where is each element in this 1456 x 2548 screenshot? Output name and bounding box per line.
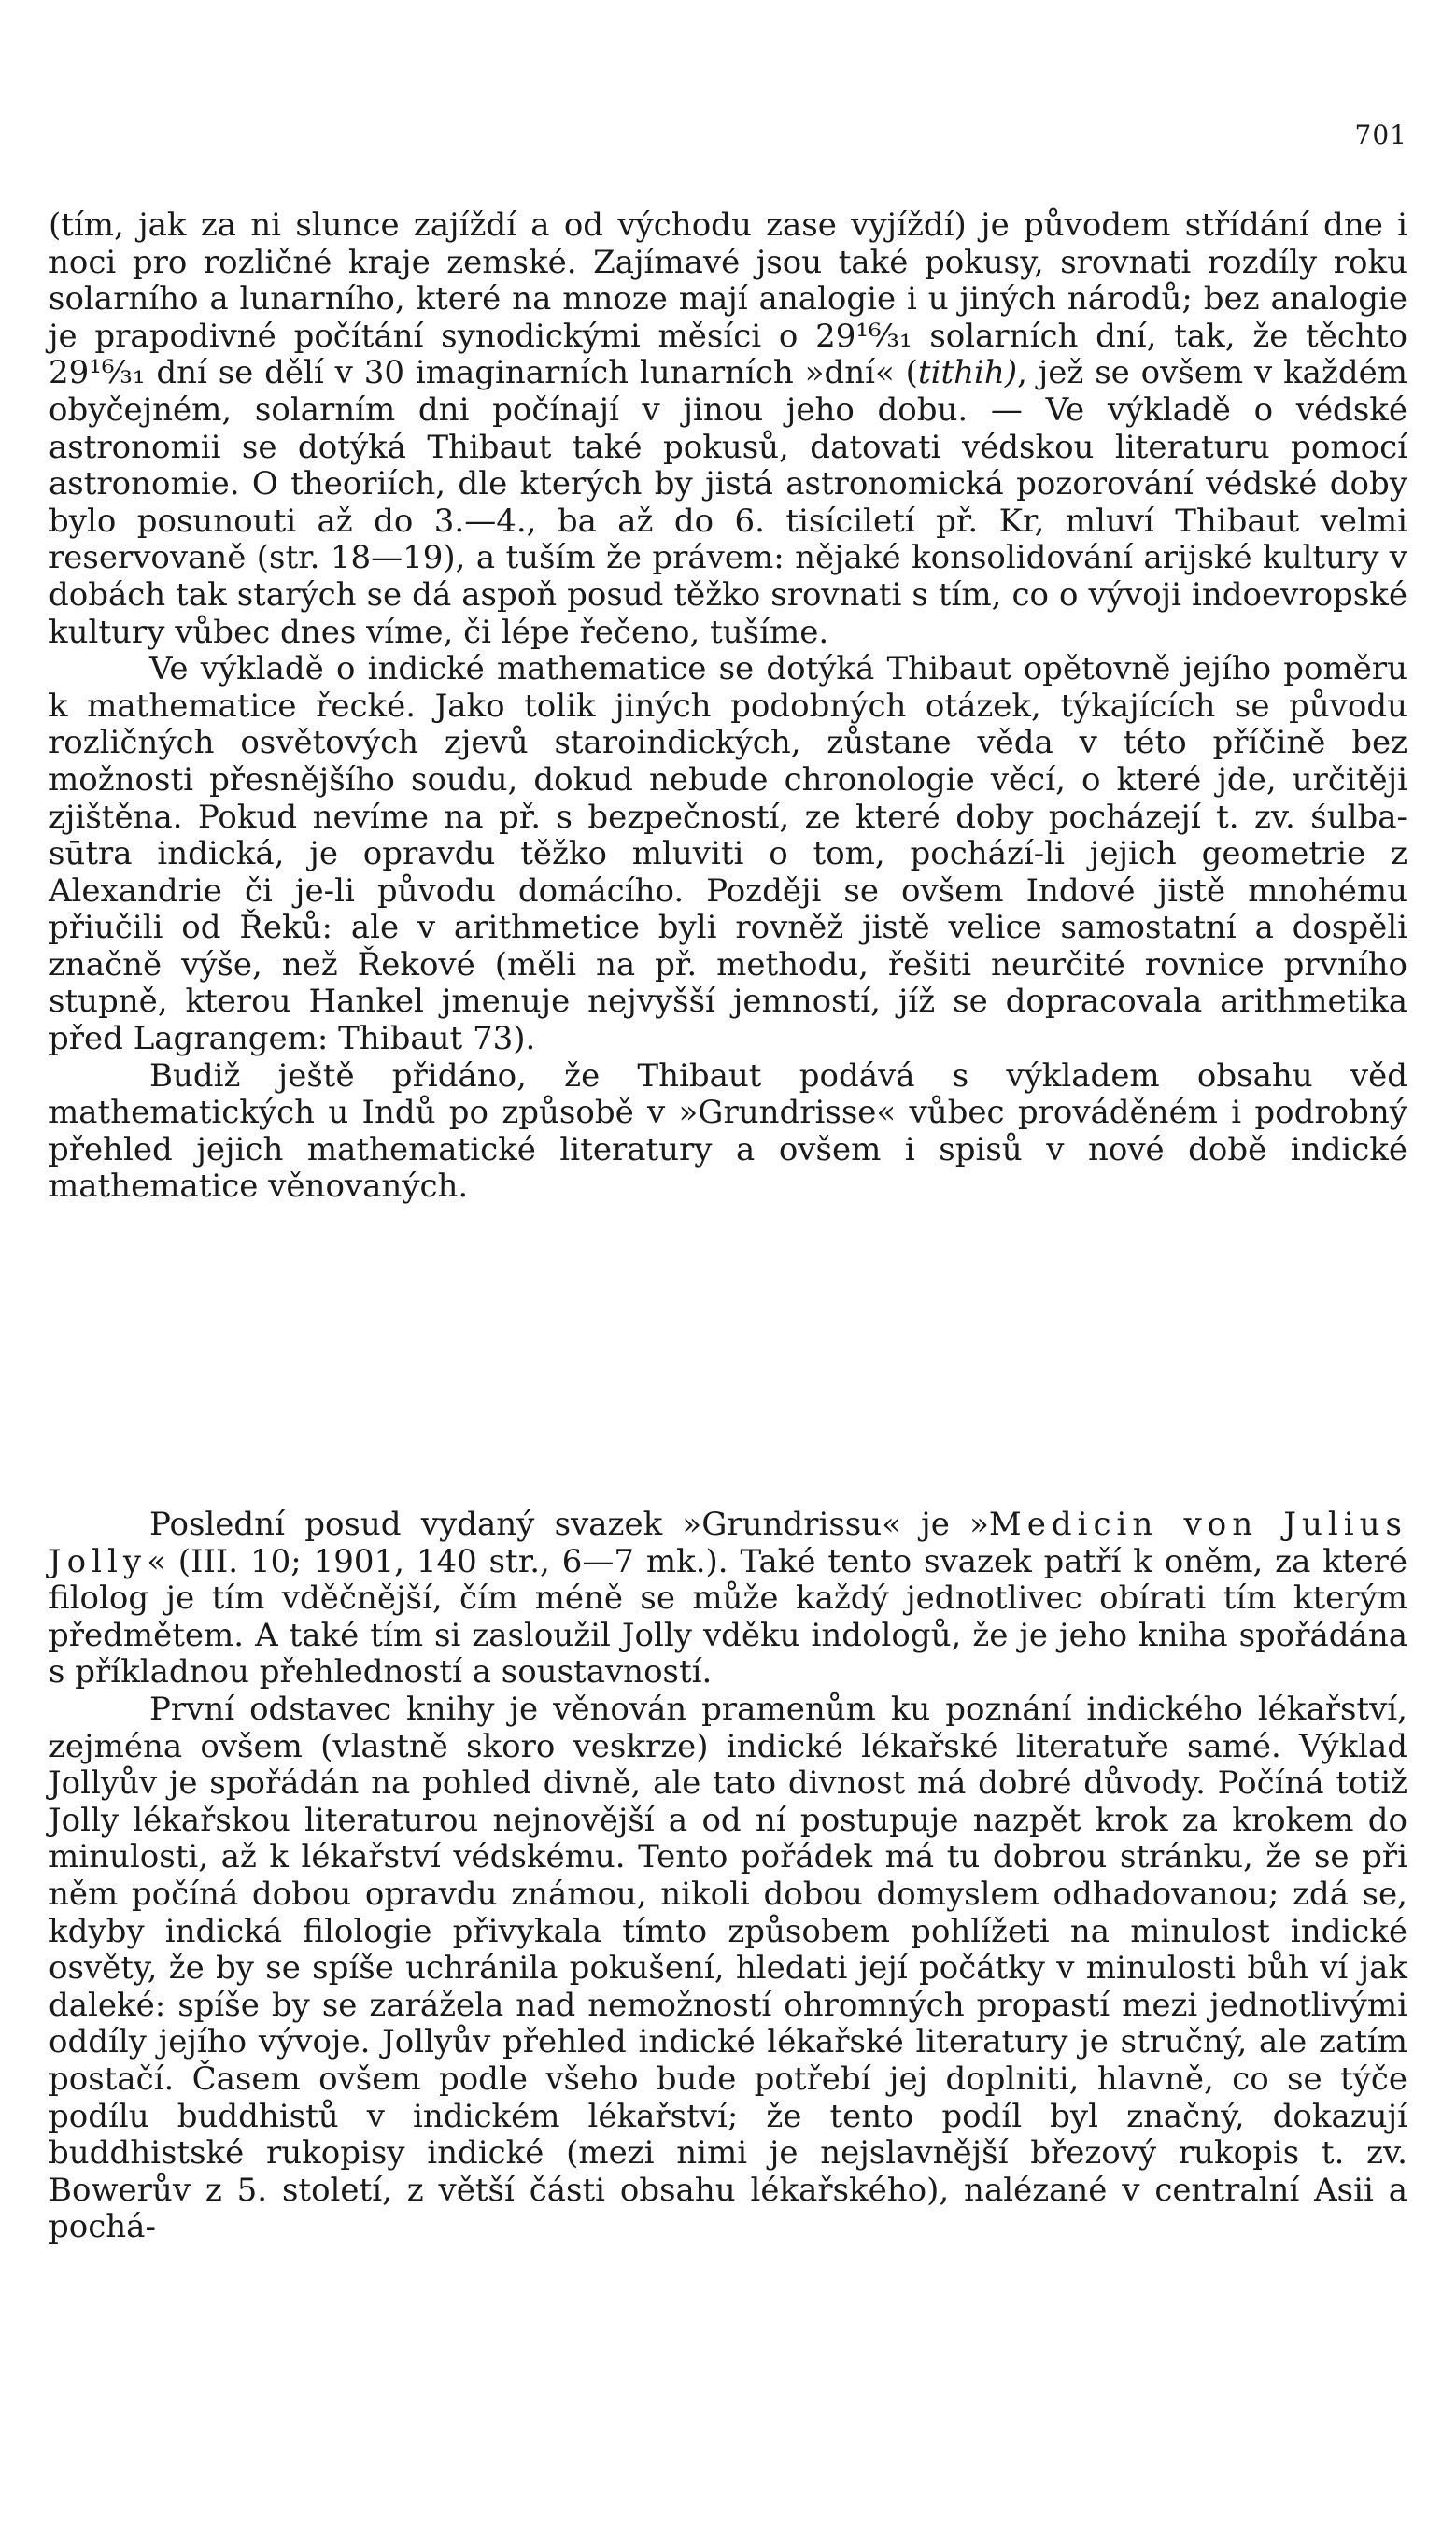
paragraph: První odstavec knihy je věnován pramenům ku poznání indického lékařství, zejména ovšem (vlastně skoro veskrze) indické lékařské literatuře samé. Výklad Jollyův je spořádán na pohled divně, ale tato divnost má dobré důvody. Počíná totiž Jolly lékařskou literaturou nejnovější a od ní postupuje nazpět krok za krokem do minulosti, až k lékařství védskému. Tento pořádek má tu dobrou stránku, že se při něm počíná dobou opravdu známou, nikoli dobou domyslem odhadovanou; zdá se, kdyby indická filologie přivykala tímto způsobem pohlížeti na minulost indické osvěty, že by se spíše uchránila pokušení, hledati její počátky v minulosti bůh ví jak daleké: spíše by se zarážela nad nemožností ohromných propastí mezi jednotlivými oddíly jejího vývoje. Jollyův přehled indické lékařské literatury je stručný, ale zatím postačí. Časem ovšem podle všeho bude potřebí jej doplniti, hlavně, co se týče podílu buddhistů v indickém lékařství; že tento podíl byl značný, dokazují buddhistské rukopisy indické (mezi nimi je nejslavnější březový rukopis t. zv. Bowerův z 5. století, z větší části obsahu lékařského), nalézané v centralní Asii a pochá- xyxy=(49,1690,1407,2246)
text-section-2 xyxy=(49,1507,1407,2246)
paragraph: Ve výkladě o indické mathematice se dotýká Thibaut opětovně jejího poměru k mathematice řecké. Jako tolik jiných podobných otázek, týkajících se původu rozličných osvětových zjevů staroindických, zůstane věda v této příčině bez možnosti přesnějšího soudu, dokud nebude chronologie věcí, o které jde, určitěji zjištěna. Pokud nevíme na př. s bezpečností, ze které doby pocházejí t. zv. śulba-sūtra indická, je opravdu těžko mluviti o tom, pochází-li jejich geometrie z Alexandrie či je-li původu domácího. Později se ovšem Indové jistě mnohému přiučili od Řeků: ale v arithmetice byli rovněž jistě velice samostatní a dospěli značně výše, než Řekové (měli na př. methodu, řešiti neurčité rovnice prvního stupně, kterou Hankel jmenuje nejvyšší jemností, jíž se dopracovala arithmetika před Lagrangem: Thibaut 73). xyxy=(49,650,1407,1058)
paragraph xyxy=(49,207,1407,651)
paragraph xyxy=(49,1507,1407,1692)
text-section-1 xyxy=(49,207,1407,1206)
page-number: 701 xyxy=(1354,120,1407,150)
paragraph-text: Poslední posud vydaný svazek »Grundrissu« je » xyxy=(149,1506,989,1543)
paragraph-text: , jež se ovšem v každém obyčejném, solarním dni počínají v jinou jeho dobu. — Ve výkladě o védské astronomii se dotýká Thibaut také pokusů, datovati védskou literaturu pomocí astronomie. O theoriích, dle kterých by jistá astronomická pozorování védské doby bylo posunouti až do 3.—4., ba až do 6. tisíciletí př. Kr, mluví Thibaut velmi reservovaně (str. 18—19), a tuším že právem: nějaké konsolidování arijské kultury v dobách tak starých se dá aspoň posud těžko srovnati s tím, co o vývoji indoevropské kultury vůbec dnes víme, či lépe řečeno, tušíme. xyxy=(49,354,1407,651)
italic-term-tithih: tithih) xyxy=(917,354,1018,392)
paragraph: Budiž ještě přidáno, že Thibaut podává s výkladem obsahu věd mathematických u Indů po způsobě v »Grundrisse« vůbec prováděném i podrobný přehled jejich mathematické literatury a ovšem i spisů v nové době indické mathematice věnovaných. xyxy=(49,1056,1407,1206)
paragraph-text: « (III. 10; 1901, 140 str., 6—7 mk.). Také tento svazek patří k oněm, za které filolog je tím vděčnější, čím méně se může každý jednotlivec obírati tím kterým předmětem. A také tím si zasloužil Jolly vděku indologů, že je jeho kniha spořádána s příkladnou přehledností a soustavností. xyxy=(49,1542,1407,1692)
paragraph-text: (tím, jak za ni slunce zajíždí a od východu zase vyjíždí) je původem střídání dne i noci pro rozličné kraje zemské. Zajímavé jsou také pokusy, srovnati rozdíly roku solarního a lunarního, které na mnoze mají analogie i u jiných národů; bez analogie je prapodivné počítání synodickými měsíci o 29¹⁶⁄₃₁ solarních dní, tak, že těchto 29¹⁶⁄₃₁ dní se dělí v 30 imaginarních lunarních »dní« ( xyxy=(49,206,1407,392)
book-title-spaced: Medicin von Julius Jolly xyxy=(49,1506,1407,1580)
